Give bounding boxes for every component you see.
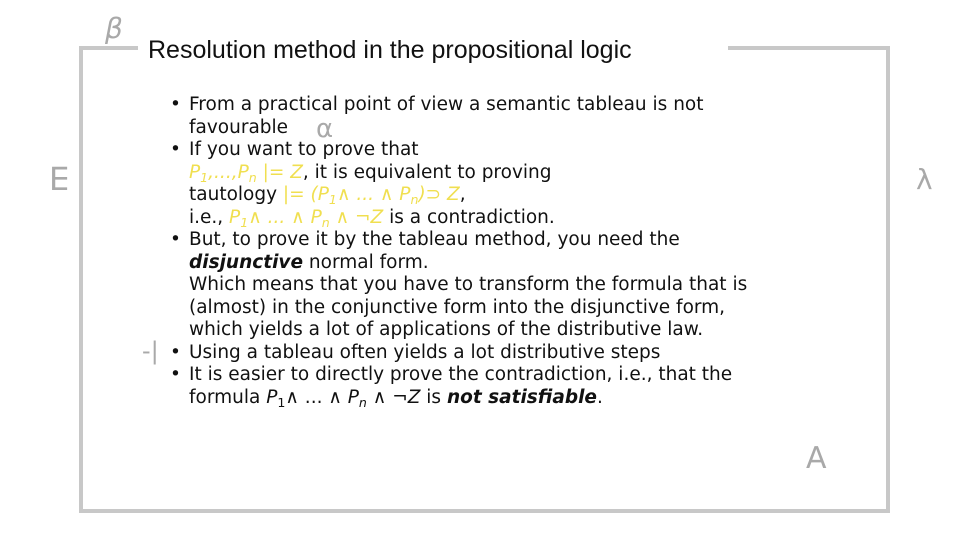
subscript: 1 xyxy=(200,169,209,185)
bullet-line xyxy=(189,252,808,275)
text-part: tautology xyxy=(189,184,283,205)
slide-title: Resolution method in the propositional logic xyxy=(148,36,632,64)
bullet-list xyxy=(168,94,808,409)
bullet-line: • Using a tableau often yields a lot distributive steps xyxy=(189,341,661,363)
text-part: is a contradiction. xyxy=(383,206,555,228)
bullet-line: favourable xyxy=(189,116,289,138)
bullet-line: • If you want to prove that xyxy=(189,139,419,160)
subscript: 1 xyxy=(240,214,249,230)
bullet-line: which yields a lot of applications of the distributive law. xyxy=(189,319,704,340)
bullet-line: • It is easier to directly prove the contradiction, i.e., that the xyxy=(189,364,733,385)
formula-part: ∧ ¬Z xyxy=(366,386,421,408)
bullet-line: • From a practical point of view a semantic tableau is not xyxy=(189,94,704,115)
beta-symbol: β xyxy=(105,12,123,45)
bullet-item xyxy=(168,139,808,229)
text-part: normal form. xyxy=(303,251,429,273)
formula-part: P xyxy=(266,386,278,408)
formula-part: )⊃ Z xyxy=(418,184,460,205)
text-part: . xyxy=(596,386,603,408)
text-part: formula xyxy=(189,386,267,408)
alpha-symbol: α xyxy=(316,114,334,144)
formula-part: |= Z xyxy=(256,161,303,183)
bullet-item xyxy=(168,342,808,365)
formula-part: P xyxy=(189,161,201,183)
bullet-line xyxy=(189,207,808,230)
bullet-line: Which means that you have to transform the formula that is xyxy=(189,274,748,295)
formula-part: |= (P xyxy=(282,184,329,205)
turnstile-symbol: |- xyxy=(142,340,159,368)
bullet-line: (almost) in the conjunctive form into the disjunctive form, xyxy=(189,296,726,318)
text-part: , xyxy=(459,184,466,205)
text-part: is xyxy=(420,386,447,408)
lambda-symbol: λ xyxy=(916,163,933,196)
emphasis-text: not satisfiable xyxy=(446,386,597,408)
formula-part: P xyxy=(229,206,241,228)
bullet-line xyxy=(189,387,808,410)
bullet-item xyxy=(168,364,808,409)
emphasis-text: disjunctive xyxy=(189,251,304,273)
subscript: n xyxy=(321,214,330,230)
exists-symbol: ∃ xyxy=(50,160,71,198)
subscript: n xyxy=(248,169,257,185)
bullet-item xyxy=(168,229,808,342)
text-part: , it is equivalent to proving xyxy=(302,161,552,183)
bullet-line xyxy=(189,184,808,207)
subscript: 1 xyxy=(328,191,337,207)
bullet-item xyxy=(168,94,808,139)
formula-part: ∧ ... ∧ P xyxy=(248,206,322,228)
formula-part: ,...,P xyxy=(208,161,249,183)
text-part: i.e., xyxy=(189,206,230,228)
formula-part: ∧ ... ∧ xyxy=(285,386,348,408)
formula-part: ∧ ... ∧ P xyxy=(336,184,411,205)
subscript: n xyxy=(358,394,367,410)
bullet-line: • But, to prove it by the tableau method, you need the xyxy=(189,229,680,250)
formula-part: ∧ ¬Z xyxy=(329,206,384,228)
forall-symbol: ∀ xyxy=(806,438,827,473)
subscript: 1 xyxy=(277,394,286,410)
bullet-line xyxy=(189,162,808,185)
subscript: n xyxy=(410,191,419,207)
formula-part: P xyxy=(347,386,359,408)
